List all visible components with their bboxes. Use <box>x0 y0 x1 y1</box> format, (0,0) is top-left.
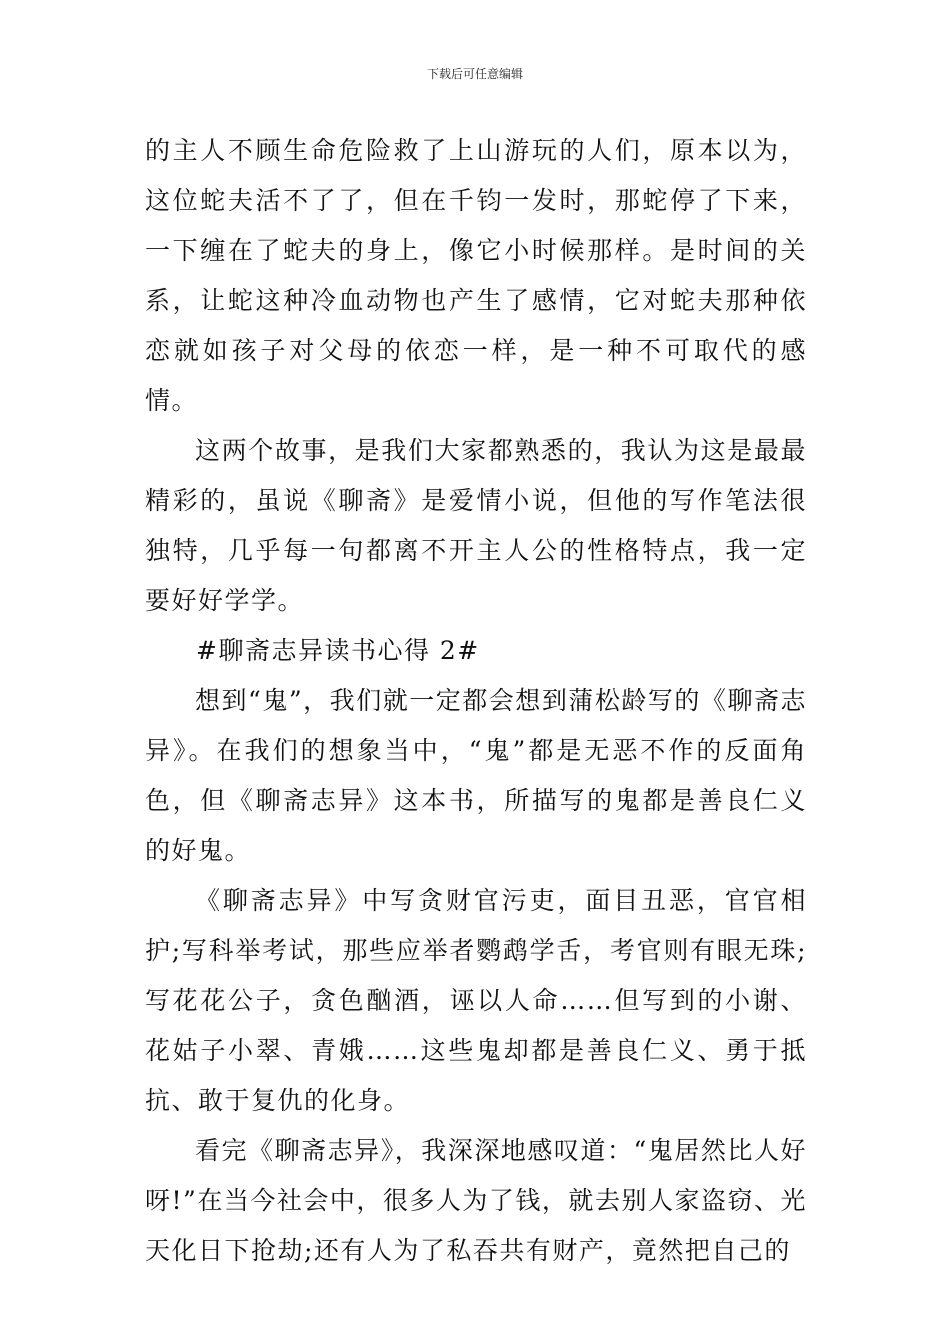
document-body <box>145 126 807 1276</box>
section-heading: #聊斋志异读书心得 2# <box>196 636 480 665</box>
paragraph-continued: 的主人不顾生命危险救了上山游玩的人们，原本以为，这位蛇夫活不了了，但在千钧一发时，那蛇停了下来，一下缠在了蛇夫的身上，像它小时候那样。是时间的关系，让蛇这种冷血动物也产生了感情，它对蛇夫那种依恋就如孩子对父母的依恋一样，是一种不可取代的感情。 <box>145 136 807 415</box>
paragraph: 看完《聊斋志异》，我深深地感叹道：“鬼居然比人好呀!”在当今社会中，很多人为了钱，就去别人家盗窃、光天化日下抢劫;还有人为了私吞共有财产，竟然把自己的 <box>145 1136 807 1265</box>
page-header: 下载后可任意编辑 <box>426 67 523 81</box>
paragraph: 想到“鬼”，我们就一定都会想到蒲松龄写的《聊斋志异》。在我们的想象当中，“鬼”都是无恶不作的反面角色，但《聊斋志异》这本书，所描写的鬼都是善良仁义的好鬼。 <box>145 686 807 865</box>
paragraph: 这两个故事，是我们大家都熟悉的，我认为这是最最精彩的，虽说《聊斋》是爱情小说，但他的写作笔法很独特，几乎每一句都离不开主人公的性格特点，我一定要好好学学。 <box>145 436 807 615</box>
paragraph: 《聊斋志异》中写贪财官污吏，面目丑恶，官官相护;写科举考试，那些应举者鹦鹉学舌，考官则有眼无珠;写花花公子，贪色酗酒，诬以人命……但写到的小谢、花姑子小翠、青娥……这些鬼却都是善良仁义、勇于抵抗、敢于复仇的化身。 <box>145 886 807 1115</box>
